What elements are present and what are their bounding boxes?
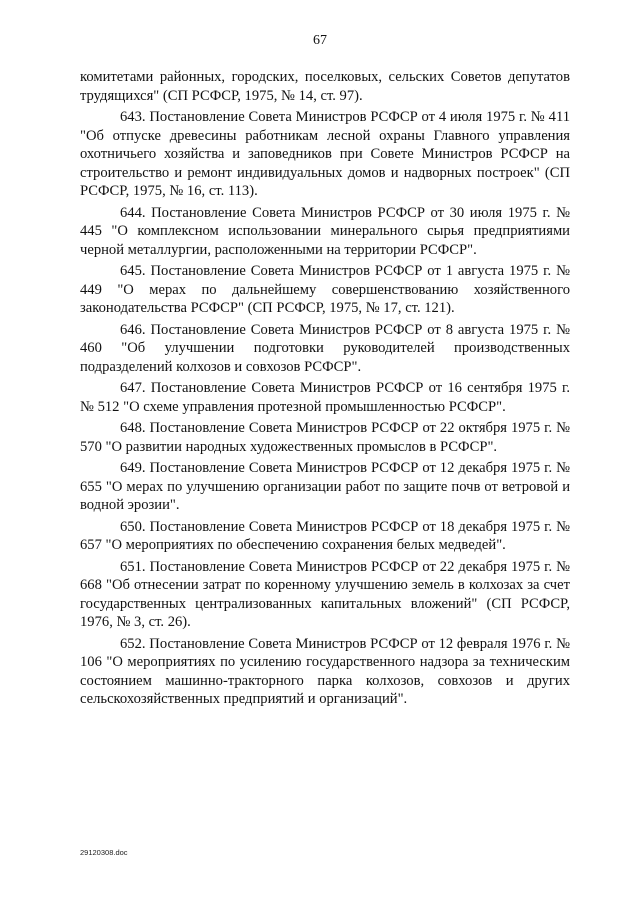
page-number: 67	[313, 33, 327, 48]
document-paragraph: 645. Постановление Совета Министров РСФСР от 1 августа 1975 г. № 449 "О мерах по дальнейшему совершенствованию хозяйственного законодательства РСФСР" (СП РСФСР, 1975, № 17, ст. 121).	[80, 263, 570, 316]
document-paragraph: 647. Постановление Совета Министров РСФСР от 16 сентября 1975 г. № 512 "О схеме управления протезной промышленностью РСФСР".	[80, 380, 570, 415]
document-paragraph: 646. Постановление Совета Министров РСФСР от 8 августа 1975 г. № 460 "Об улучшении подготовки руководителей производственных подразделений колхозов и совхозов РСФСР".	[80, 321, 570, 375]
file-name-footer: 29120308.doc	[80, 848, 128, 857]
document-paragraph: 652. Постановление Совета Министров РСФСР от 12 февраля 1976 г. № 106 "О мероприятиях по усилению государственного надзора за техническим состоянием машинно-тракторного парка колхозов, совхозов и других сельскохозяйственных предприятий и организаций".	[80, 635, 570, 707]
document-body	[80, 68, 570, 712]
document-paragraph: 648. Постановление Совета Министров РСФСР от 22 октября 1975 г. № 570 "О развитии народных художественных промыслов в РСФСР".	[80, 420, 570, 455]
document-paragraph: комитетами районных, городских, поселковых, сельских Советов депутатов трудящихся" (СП РСФСР, 1975, № 14, ст. 97).	[80, 69, 570, 104]
document-paragraph: 643. Постановление Совета Министров РСФСР от 4 июля 1975 г. № 411 "Об отпуске древесины работникам лесной охраны Главного управления охотничьего хозяйства и заповедников при Совете Министров РСФСР на строительство и ремонт индивидуальных домов и надворных построек" (СП РСФСР, 1975, № 16, ст. 113).	[80, 109, 570, 199]
document-paragraph: 650. Постановление Совета Министров РСФСР от 18 декабря 1975 г. № 657 "О мероприятиях по обеспечению сохранения белых медведей".	[80, 518, 570, 553]
document-paragraph: 644. Постановление Совета Министров РСФСР от 30 июля 1975 г. № 445 "О комплексном использовании минерального сырья предприятиями черной металлургии, расположенными на территории РСФСР".	[80, 204, 570, 258]
document-paragraph: 649. Постановление Совета Министров РСФСР от 12 декабря 1975 г. № 655 "О мерах по улучшению организации работ по защите почв от ветровой и водной эрозии".	[80, 460, 570, 513]
document-paragraph: 651. Постановление Совета Министров РСФСР от 22 декабря 1975 г. № 668 "Об отнесении затрат по коренному улучшению земель в колхозах за счет государственных централизованных капитальных вложений" (СП РСФСР, 1976, № 3, ст. 26).	[80, 558, 570, 630]
